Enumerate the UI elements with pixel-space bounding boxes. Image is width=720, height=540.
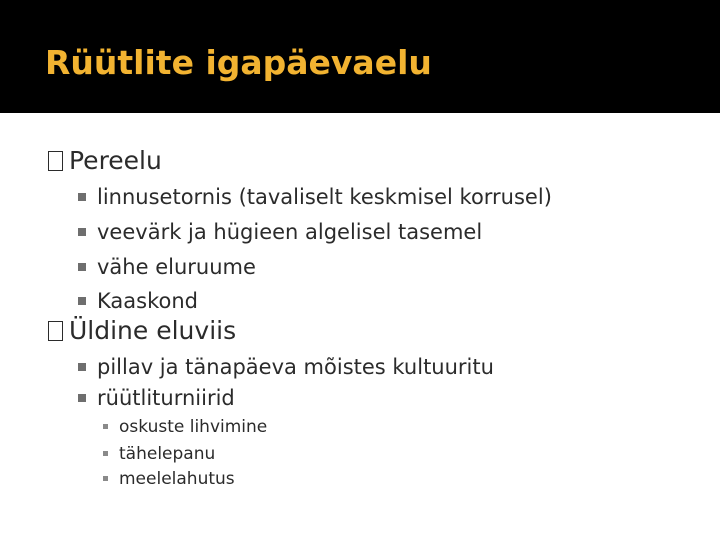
square-bullet-icon (78, 193, 86, 201)
section-heading-label: Pereelu (69, 146, 162, 175)
list-item (78, 352, 494, 382)
sub-list-item-label: tähelepanu (119, 444, 216, 464)
slide-title: Rüütlite igapäevaelu (45, 43, 432, 82)
list-item (78, 182, 552, 212)
square-bullet-icon (78, 228, 86, 236)
box-bullet-icon (48, 151, 63, 171)
square-bullet-icon (78, 363, 86, 371)
list-item-label: vähe eluruume (97, 255, 256, 279)
sub-list-item (103, 467, 235, 491)
section-heading-uldine-eluviis (48, 315, 236, 347)
sub-list-item (103, 442, 215, 466)
sub-list-item (103, 415, 267, 439)
list-item-label: veevärk ja hügieen algelisel tasemel (97, 220, 483, 244)
section-heading-label: Üldine eluviis (69, 316, 237, 345)
square-bullet-icon (78, 263, 86, 271)
list-item-label: Kaaskond (97, 289, 198, 313)
list-item (78, 252, 256, 282)
list-item (78, 383, 235, 413)
section-heading-pereelu (48, 145, 162, 177)
small-square-bullet-icon (103, 451, 108, 456)
sub-list-item-label: meelelahutus (119, 469, 235, 489)
small-square-bullet-icon (103, 424, 108, 429)
list-item-label: pillav ja tänapäeva mõistes kultuuritu (97, 355, 494, 379)
box-bullet-icon (48, 321, 63, 341)
list-item-label: linnusetornis (tavaliselt keskmisel korrusel) (97, 185, 552, 209)
list-item (78, 286, 198, 316)
small-square-bullet-icon (103, 476, 108, 481)
list-item-label: rüütliturniirid (97, 386, 235, 410)
square-bullet-icon (78, 394, 86, 402)
list-item (78, 217, 482, 247)
square-bullet-icon (78, 297, 86, 305)
sub-list-item-label: oskuste lihvimine (119, 417, 268, 437)
